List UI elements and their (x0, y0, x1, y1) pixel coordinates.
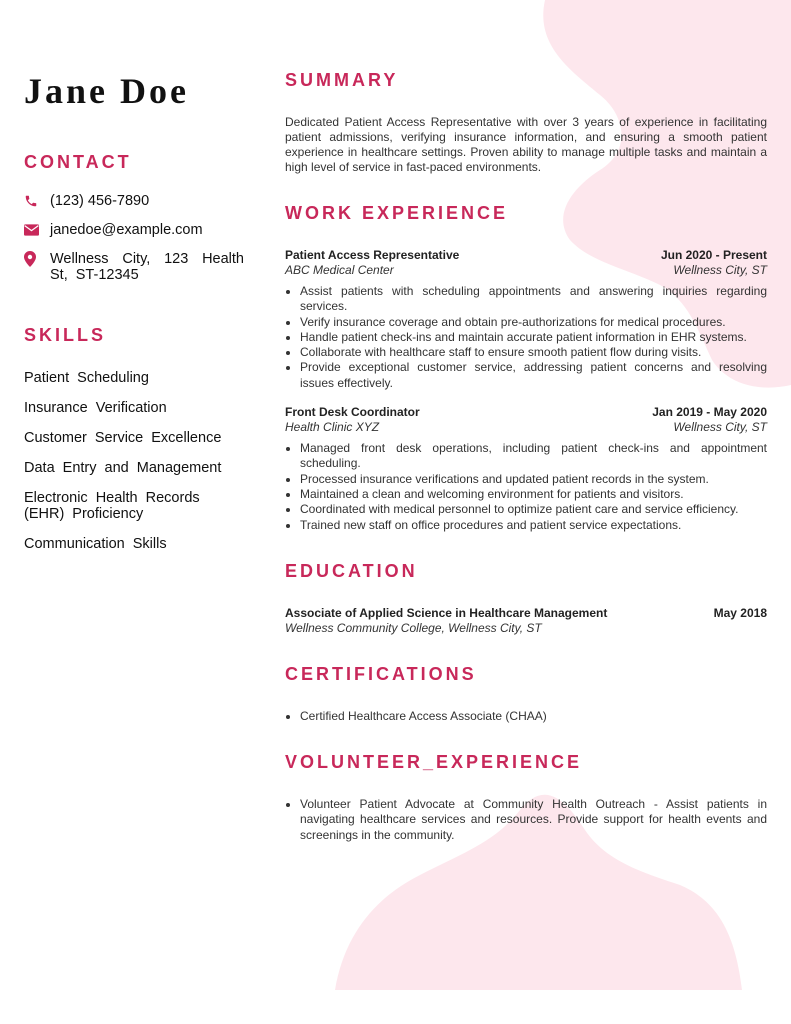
volunteer-section (285, 752, 767, 843)
certifications-list (285, 709, 767, 724)
certifications-section (285, 664, 767, 724)
job-bullets (285, 284, 767, 391)
skills-list (24, 370, 244, 552)
skill-item: Data Entry and Management (24, 460, 222, 476)
skills-heading: SKILLS (24, 325, 107, 345)
phone-icon (24, 193, 50, 209)
job-entry (285, 248, 767, 391)
address-text: Wellness City, 123 Health St, ST-12345 (50, 251, 244, 283)
location-pin-icon (24, 251, 50, 267)
job-dates: Jun 2020 - Present (660, 248, 767, 262)
volunteer-list (285, 797, 767, 843)
skill-item: Patient Scheduling (24, 370, 149, 386)
summary-text: Dedicated Patient Access Representative with over 3 years of experience in facilitating patient admissions, verifying insurance information, and ensuring a smooth patient experience in healthcare settings. Proven ability to manage multiple tasks and maintain a high level of service in fast-paced environments. (285, 115, 767, 174)
job-bullet: • Processed insurance verifications and updated patient records in the system. (300, 472, 767, 487)
job-role: Front Desk Coordinator (285, 405, 420, 420)
skill-item: Communication Skills (24, 536, 167, 552)
certification-item: • Certified Healthcare Access Associate (CHAA) (300, 709, 767, 724)
work-experience-section (285, 203, 767, 533)
job-bullet: • Trained new staff on office procedures and patient service expectations. (300, 518, 767, 533)
candidate-name: Jane Doe (24, 71, 189, 111)
job-bullet: • Verify insurance coverage and obtain pre-authorizations for medical procedures. (300, 315, 767, 330)
job-bullet: • Managed front desk operations, including patient check-ins and appointment scheduling. (300, 441, 767, 472)
contact-heading: CONTACT (24, 152, 132, 172)
education-heading: EDUCATION (285, 560, 418, 581)
job-bullet: • Provide exceptional customer service, addressing patient concerns and resolving issues effectively. (300, 360, 767, 391)
volunteer-heading: VOLUNTEER_EXPERIENCE (285, 752, 583, 773)
skill-item: Customer Service Excellence (24, 430, 222, 446)
work-experience-heading: WORK EXPERIENCE (285, 203, 509, 223)
degree: Associate of Applied Science in Healthcare Management (285, 605, 608, 620)
job-company: Health Clinic XYZ (285, 420, 380, 435)
email-text: janedoe@example.com (50, 222, 203, 238)
job-entry (285, 405, 767, 533)
graduation-date: May 2018 (713, 605, 767, 620)
contact-email (24, 222, 244, 238)
job-role: Patient Access Representative (285, 248, 460, 262)
contact-phone (24, 193, 244, 209)
contact-list (24, 193, 244, 283)
certifications-heading: CERTIFICATIONS (285, 663, 477, 684)
job-bullet: • Coordinated with medical personnel to optimize patient care and service efficiency. (300, 502, 767, 517)
skill-item: Electronic Health Records (EHR) Proficiency (24, 490, 200, 522)
summary-heading: SUMMARY (285, 70, 399, 90)
job-dates: Jan 2019 - May 2020 (652, 405, 767, 420)
job-bullets (285, 441, 767, 533)
phone-text: (123) 456-7890 (50, 193, 150, 209)
job-bullet: • Handle patient check-ins and maintain accurate patient information in EHR systems. (300, 330, 767, 345)
skill-item: Insurance Verification (24, 400, 167, 416)
volunteer-item: • Volunteer Patient Advocate at Community Health Outreach - Assist patients in navigating healthcare services and resources. Provide support for health events and screenings in the community. (300, 797, 767, 843)
job-bullet: • Collaborate with healthcare staff to ensure smooth patient flow during visits. (300, 345, 767, 360)
job-company: ABC Medical Center (285, 263, 394, 277)
left-column (24, 70, 244, 566)
job-location: Wellness City, ST (673, 263, 767, 277)
summary-section (285, 70, 767, 175)
education-section (285, 561, 767, 636)
contact-address (24, 251, 244, 283)
envelope-icon (24, 222, 50, 238)
school: Wellness Community College, Wellness City, ST (285, 620, 542, 635)
job-location: Wellness City, ST (673, 420, 767, 435)
right-column (285, 70, 767, 843)
job-bullet: • Maintained a clean and welcoming environment for patients and visitors. (300, 487, 767, 502)
job-bullet: • Assist patients with scheduling appointments and answering inquiries regarding services. (300, 284, 767, 315)
